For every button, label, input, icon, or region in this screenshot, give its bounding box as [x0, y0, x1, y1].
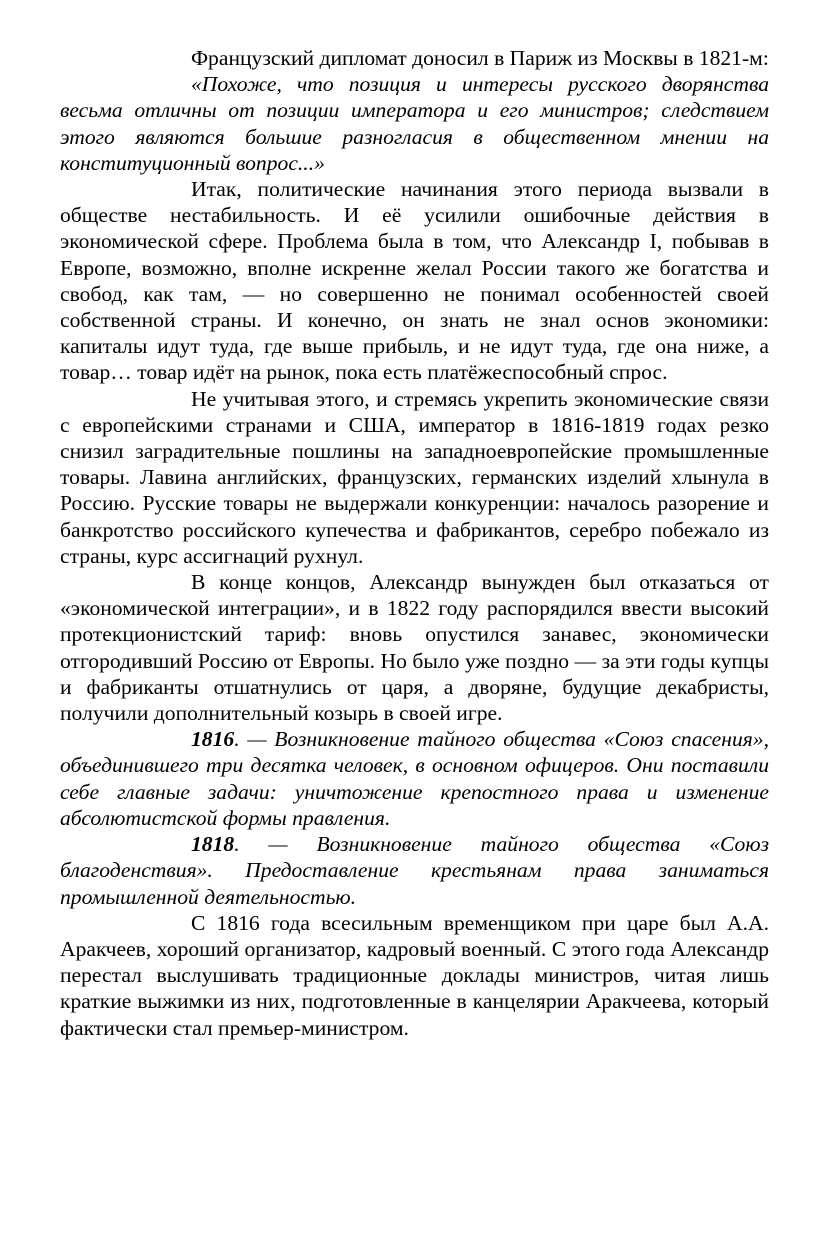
- year-label: 1818: [191, 832, 235, 857]
- paragraph-protectionism: В конце концов, Александр вынужден был отказаться от «экономической интеграции», и в 1822 году распорядился ввести высокий протекционистский тариф: вновь опустился занавес, экономически отгородивший Россию от Европы. Но было уже поздно — за эти годы купцы и фабриканты отшатнулись от царя, а дворяне, будущие декабристы, получили дополнительный козырь в своей игре.: [60, 570, 769, 726]
- year-label: 1816: [191, 727, 235, 752]
- paragraph-arakcheev: С 1816 года всесильным временщиком при царе был А.А. Аракчеев, хороший организатор, кадровый военный. С этого года Александр перестал выслушивать традиционные доклады министров, читая лишь краткие выжимки из них, подготовленные в канцелярии Аракчеева, который фактически стал премьер-министром.: [60, 910, 769, 1040]
- paragraph-union-salvation: [60, 726, 769, 831]
- paragraph-quote: «Похоже, что позиция и интересы русского дворянства весьма отличны от позиции императора и его министров; следствием этого являются большие разногласия в общественном мнении на конституционный вопрос...»: [60, 72, 769, 175]
- paragraph-instability: Итак, политические начинания этого периода вызвали в обществе нестабильность. И её усилили ошибочные действия в экономической сфере. Проблема была в том, что Александр I, побывав в Европе, возможно, вполне искренне желал России такого же богатства и свобод, как там, — но совершенно не понимал особенностей своей собственной страны. И конечно, он знать не знал основ экономики: капиталы идут туда, где выше прибыль, и не идут туда, где она ниже, а товар… товар идёт на рынок, пока есть платёжеспособный спрос.: [60, 177, 769, 385]
- paragraph-body: . — Возникновение тайного общества «Союз благоденствия». Предоставление крестьянам права заниматься промышленной деятельностью.: [60, 832, 769, 909]
- paragraph-body: . — Возникновение тайного общества «Союз спасения», объединившего три десятка человек, в основном офицеров. Они поставили себе главные задачи: уничтожение крепостного права и изменение абсолютистской формы правления.: [60, 727, 769, 830]
- document-page: [60, 45, 769, 1041]
- paragraph-diplomat-intro: Французский дипломат доносил в Париж из Москвы в 1821-м:: [191, 46, 769, 70]
- paragraph-tariffs: Не учитывая этого, и стремясь укрепить экономические связи с европейскими странами и США, император в 1816-1819 годах резко снизил заградительные пошлины на западноевропейские промышленные товары. Лавина английских, французских, германских изделий хлынула в Россию. Русские товары не выдержали конкуренции: началось разорение и банкротство российского купечества и фабрикантов, серебро побежало из страны, курс ассигнаций рухнул.: [60, 386, 769, 568]
- paragraph-union-welfare: [60, 831, 769, 910]
